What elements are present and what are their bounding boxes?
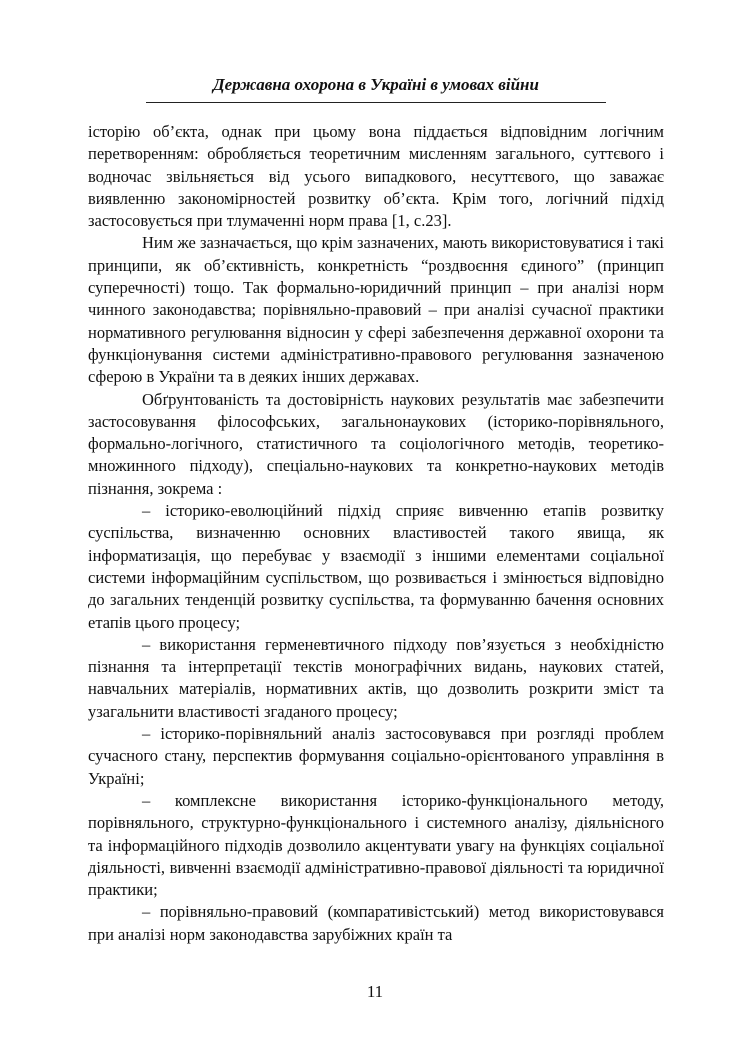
list-item: – історико-порівняльний аналіз застосовувався при розгляді проблем сучасного стану, перспектив формування соціально-орієнтованого управління в Україні; <box>88 724 664 788</box>
body-text <box>88 121 664 946</box>
paragraph-continuation: історію об’єкта, однак при цьому вона піддається відповідним логічним перетворенням: обробляється теоретичним мисленням загального, суттєвого і водночас звільняється від усього випадкового, несуттєвого, що заважає виявленню закономірностей розвитку об’єкта. Крім того, логічний підхід застосовується при тлумаченні норм права [1, с.23]. <box>88 122 664 231</box>
page-number: 11 <box>366 982 384 1001</box>
paragraph: Ним же зазначається, що крім зазначених, мають використовуватися і такі принципи, як об’єктивність, конкретність “роздвоєння єдиного” (принцип суперечності) тощо. Так формально-юридичний принцип – при аналізі норм чинного законодавства; порівняльно-правовий – при аналізі сучасної практики нормативного регулювання відносин у сфері забезпечення державної охорони та функціонування системи адміністративно-правового регулювання зазначеною сферою в України та в деяких інших державах. <box>88 233 664 387</box>
running-header: Державна охорона в Україні в умовах війни <box>213 75 539 94</box>
list-item: – використання герменевтичного підходу пов’язується з необхідністю пізнання та інтерпретації текстів монографічних видань, наукових статей, навчальних матеріалів, нормативних актів, що дозволить розкрити зміст та узагальнити властивості згаданого процесу; <box>88 634 664 721</box>
list-item: – порівняльно-правовий (компаративістський) метод використовувався при аналізі норм законодавства зарубіжних країн та <box>88 902 664 944</box>
list-item: – історико-еволюційний підхід сприяє вивченню етапів розвитку суспільства, визначенню основних властивостей такого явища, як інформатизація, що перебуває у взаємодії з іншими елементами соціальної системи інформаційним суспільством, що розвивається і змінюється відповідно до загальних тенденцій розвитку суспільства, та формуванню бачення основних етапів цього процесу; <box>88 501 664 632</box>
paragraph: Обґрунтованість та достовірність наукових результатів має забезпечити застосовування філософських, загальнонаукових (історико-порівняльного, формально-логічного, статистичного та соціологічного методів, теоретико-множинного підходу), спеціально-наукових та конкретно-наукових методів пізнання, зокрема : <box>88 389 664 498</box>
list-item: – комплексне використання історико-функціонального методу, порівняльного, структурно-функціонального і системного аналізу, діяльнісного та інформаційного підходів дозволило акцентувати увагу на функціях соціальної діяльності, вивченні взаємодії адміністративно-правової діяльності та юридичної практики; <box>88 790 664 900</box>
header-rule <box>146 102 606 103</box>
